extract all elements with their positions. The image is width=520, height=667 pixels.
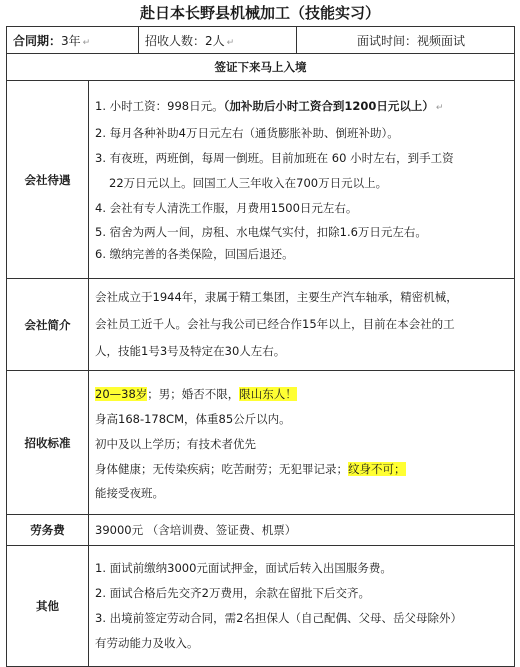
intro-label: 会社简介 <box>7 279 89 371</box>
return-mark: ↵ <box>435 103 444 113</box>
other-line: 1. 面试前缴纳3000元面试押金，面试后转入出国服务费。 <box>95 561 392 575</box>
return-mark: ↵ <box>226 37 235 48</box>
requirement-line: 初中及以上学历；有技术者优先 <box>95 436 256 451</box>
interview-time-label: 面试时间： <box>357 33 418 48</box>
tattoo-highlight: 纹身不可； <box>348 461 406 476</box>
other-content <box>89 546 515 667</box>
intro-line: 会社成立于1944年，隶属于精工集团，主要生产汽车轴承，精密机械， <box>95 290 458 304</box>
header-row <box>7 27 515 54</box>
other-line: 有劳动能力及收入。 <box>95 636 199 650</box>
recruit-count-value: 2人 <box>205 33 225 48</box>
requirements-content <box>89 371 515 515</box>
other-row <box>7 546 515 667</box>
contract-period-cell <box>7 27 139 54</box>
contract-period-label: 合同期： <box>13 33 62 48</box>
age-highlight: 20—38岁 <box>95 386 148 401</box>
visa-banner-row <box>7 54 515 81</box>
job-info-table <box>6 26 515 667</box>
intro-content <box>89 279 515 371</box>
fee-label: 劳务费 <box>7 515 89 546</box>
fee-value: 39000元 （含培训费、签证费、机票） <box>89 515 515 546</box>
treatment-item: 5. 宿舍为两人一间，房租、水电煤气实付，扣除1.6万日元左右。 <box>95 225 427 239</box>
treatment-item-bold: （加补助后小时工资合到1200日元以上） <box>223 99 434 113</box>
recruit-count-cell <box>139 27 297 54</box>
requirement-text: ；男；婚否不限， <box>147 386 240 401</box>
requirement-line <box>95 382 508 407</box>
fee-row <box>7 515 515 546</box>
treatment-item: 3. 有夜班，两班倒，每周一倒班。目前加班在 60 小时左右，到手工资 <box>95 151 454 165</box>
requirement-line <box>95 457 508 482</box>
treatment-item <box>95 94 508 121</box>
interview-time-value: 视频面试 <box>417 33 466 48</box>
requirements-label: 招收标准 <box>7 371 89 515</box>
other-line: 2. 面试合格后先交齐2万费用，余款在留批下后交齐。 <box>95 586 370 600</box>
document-page <box>6 0 514 664</box>
other-line: 3. 出境前签定劳动合同，需2名担保人（自己配偶、父母、岳父母除外） <box>95 611 462 625</box>
region-highlight: 限山东人！ <box>239 386 297 401</box>
treatment-row <box>7 81 515 279</box>
treatment-item: 2. 每月各种补助4万日元左右（通货膨胀补助、倒班补助）。 <box>95 126 399 140</box>
intro-row <box>7 279 515 371</box>
treatment-label: 会社待遇 <box>7 81 89 279</box>
treatment-item-text: 1. 小时工资：998日元。 <box>95 99 224 113</box>
intro-line: 会社员工近千人。会社与我公司已经合作15年以上，目前在本会社的工 <box>95 317 455 331</box>
treatment-item: 6. 缴纳完善的各类保险，回国后退还。 <box>95 247 294 261</box>
return-mark: ↵ <box>82 37 91 48</box>
contract-period-value: 3年 <box>61 33 81 48</box>
requirements-row <box>7 371 515 515</box>
treatment-item: 22万日元以上。回国工人三年收入在700万日元以上。 <box>109 176 388 190</box>
treatment-item: 4. 会社有专人清洗工作服，月费用1500日元左右。 <box>95 201 358 215</box>
requirement-line: 能接受夜班。 <box>95 485 164 500</box>
treatment-content <box>89 81 515 279</box>
document-title: 赴日本长野县机械加工（技能实习） <box>139 4 380 22</box>
requirement-line: 身高168-178CM，体重85公斤以内。 <box>95 411 291 426</box>
interview-time-cell <box>297 27 515 54</box>
visa-banner: 签证下来马上入境 <box>7 54 515 81</box>
intro-line: 人，技能1号3号及特定在30人左右。 <box>95 344 286 358</box>
other-label: 其他 <box>7 546 89 667</box>
requirement-text: 身体健康；无传染疾病；吃苦耐劳；无犯罪记录； <box>95 461 348 476</box>
recruit-count-label: 招收人数： <box>145 33 206 48</box>
